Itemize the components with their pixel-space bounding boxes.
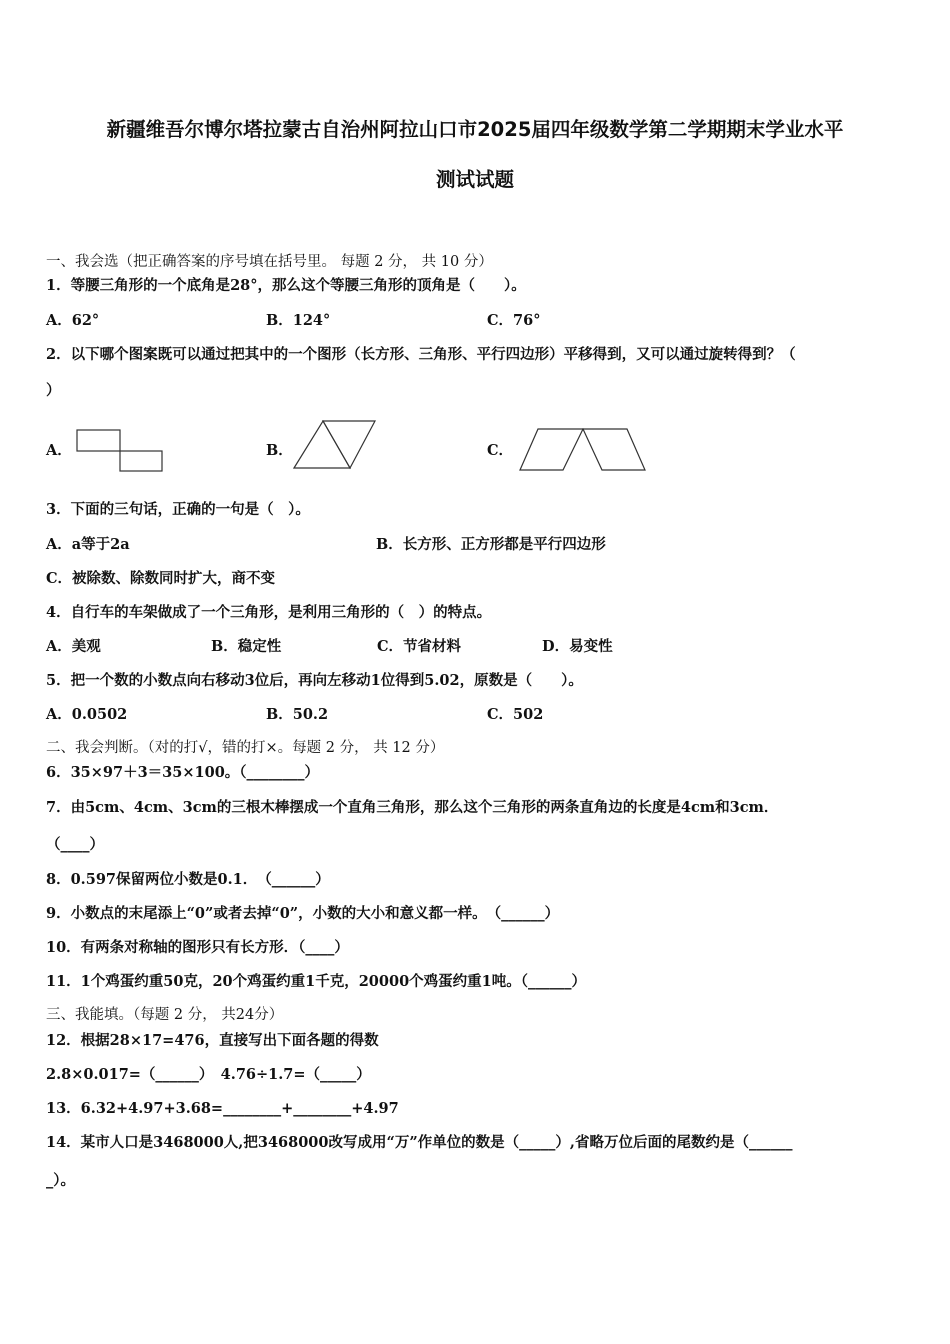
question-12: 12．根据28×17=476，直接写出下面各题的得数 [46,1032,379,1049]
section-1-heading: 一、我会选（把正确答案的序号填在括号里。 每题 2 分， 共 10 分） [46,254,493,270]
q4-option-b: B．稳定性 [211,638,282,655]
question-8: 8．0.597保留两位小数是0.1． （______） [46,871,330,888]
q3-option-b: B．长方形、正方形都是平行四边形 [376,536,606,553]
section-3-heading: 三、我能填。（每题 2 分， 共24分） [46,1007,284,1023]
q5-option-a: A．0.0502 [46,706,128,723]
q2-option-b: B． [266,442,293,459]
question-1: 1．等腰三角形的一个底角是28°，那么这个等腰三角形的顶角是（ ）。 [46,277,526,294]
question-7: 7．由5cm、4cm、3cm的三根木棒摆成一个直角三角形，那么这个三角形的两条直角边的长度是4cm和3cm． [46,799,779,816]
q2-option-a: A． [46,442,72,459]
q4-option-d: D．易变性 [542,638,613,655]
q2-figure-b-triangles [293,420,378,470]
question-2-cont: ） [46,382,61,399]
q3-option-a: A．a等于2a [46,536,130,553]
q1-option-b: B．124° [266,312,331,329]
question-4: 4．自行车的车架做成了一个三角形，是利用三角形的（ ）的特点。 [46,604,492,621]
q3-option-c: C．被除数、除数同时扩大，商不变 [46,570,276,587]
question-14: 14．某市人口是3468000人,把3468000改写成用“万”作单位的数是（_____）,省略万位后面的尾数约是（______ [46,1134,793,1151]
title-line-1: 新疆维吾尔博尔塔拉蒙古自治州阿拉山口市2025届四年级数学第二学期期末学业水平 [106,118,844,141]
question-6: 6．35×97＋3＝35×100。（________） [46,764,320,781]
question-11: 11．1个鸡蛋约重50克，20个鸡蛋约重1千克，20000个鸡蛋约重1吨。（______） [46,973,586,990]
q1-option-c: C．76° [487,312,541,329]
title-line-2: 测试试题 [435,168,514,191]
question-3: 3．下面的三句话，正确的一句是（ ）。 [46,501,310,518]
question-14-cont: _）。 [46,1172,75,1189]
question-7-cont: （____） [46,836,104,853]
q2-figure-c-parallelograms [519,427,649,473]
question-2: 2．以下哪个图案既可以通过把其中的一个图形（长方形、三角形、平行四边形）平移得到，又可以通过旋转得到？（ [46,346,796,363]
q5-option-c: C．502 [487,706,544,723]
section-2-heading: 二、我会判断。（对的打√，错的打×。每题 2 分， 共 12 分） [46,740,445,756]
q4-option-a: A．美观 [46,638,101,655]
question-12-items: 2.8×0.017=（______） 4.76÷1.7=（_____） [46,1066,371,1083]
question-5: 5．把一个数的小数点向右移动3位后，再向左移动1位得到5.02，原数是（ ）。 [46,672,583,689]
q5-option-b: B．50.2 [266,706,329,723]
question-9: 9．小数点的末尾添上“0”或者去掉“0”，小数的大小和意义都一样。 （______） [46,905,560,922]
q1-option-a: A．62° [46,312,100,329]
question-10: 10．有两条对称轴的图形只有长方形．（____） [46,939,349,956]
q2-option-c: C． [487,442,514,459]
question-13: 13．6.32+4.97+3.68=________+________+4.97 [46,1100,399,1117]
q4-option-c: C．节省材料 [377,638,462,655]
q2-figure-a-rectangles [76,428,166,474]
